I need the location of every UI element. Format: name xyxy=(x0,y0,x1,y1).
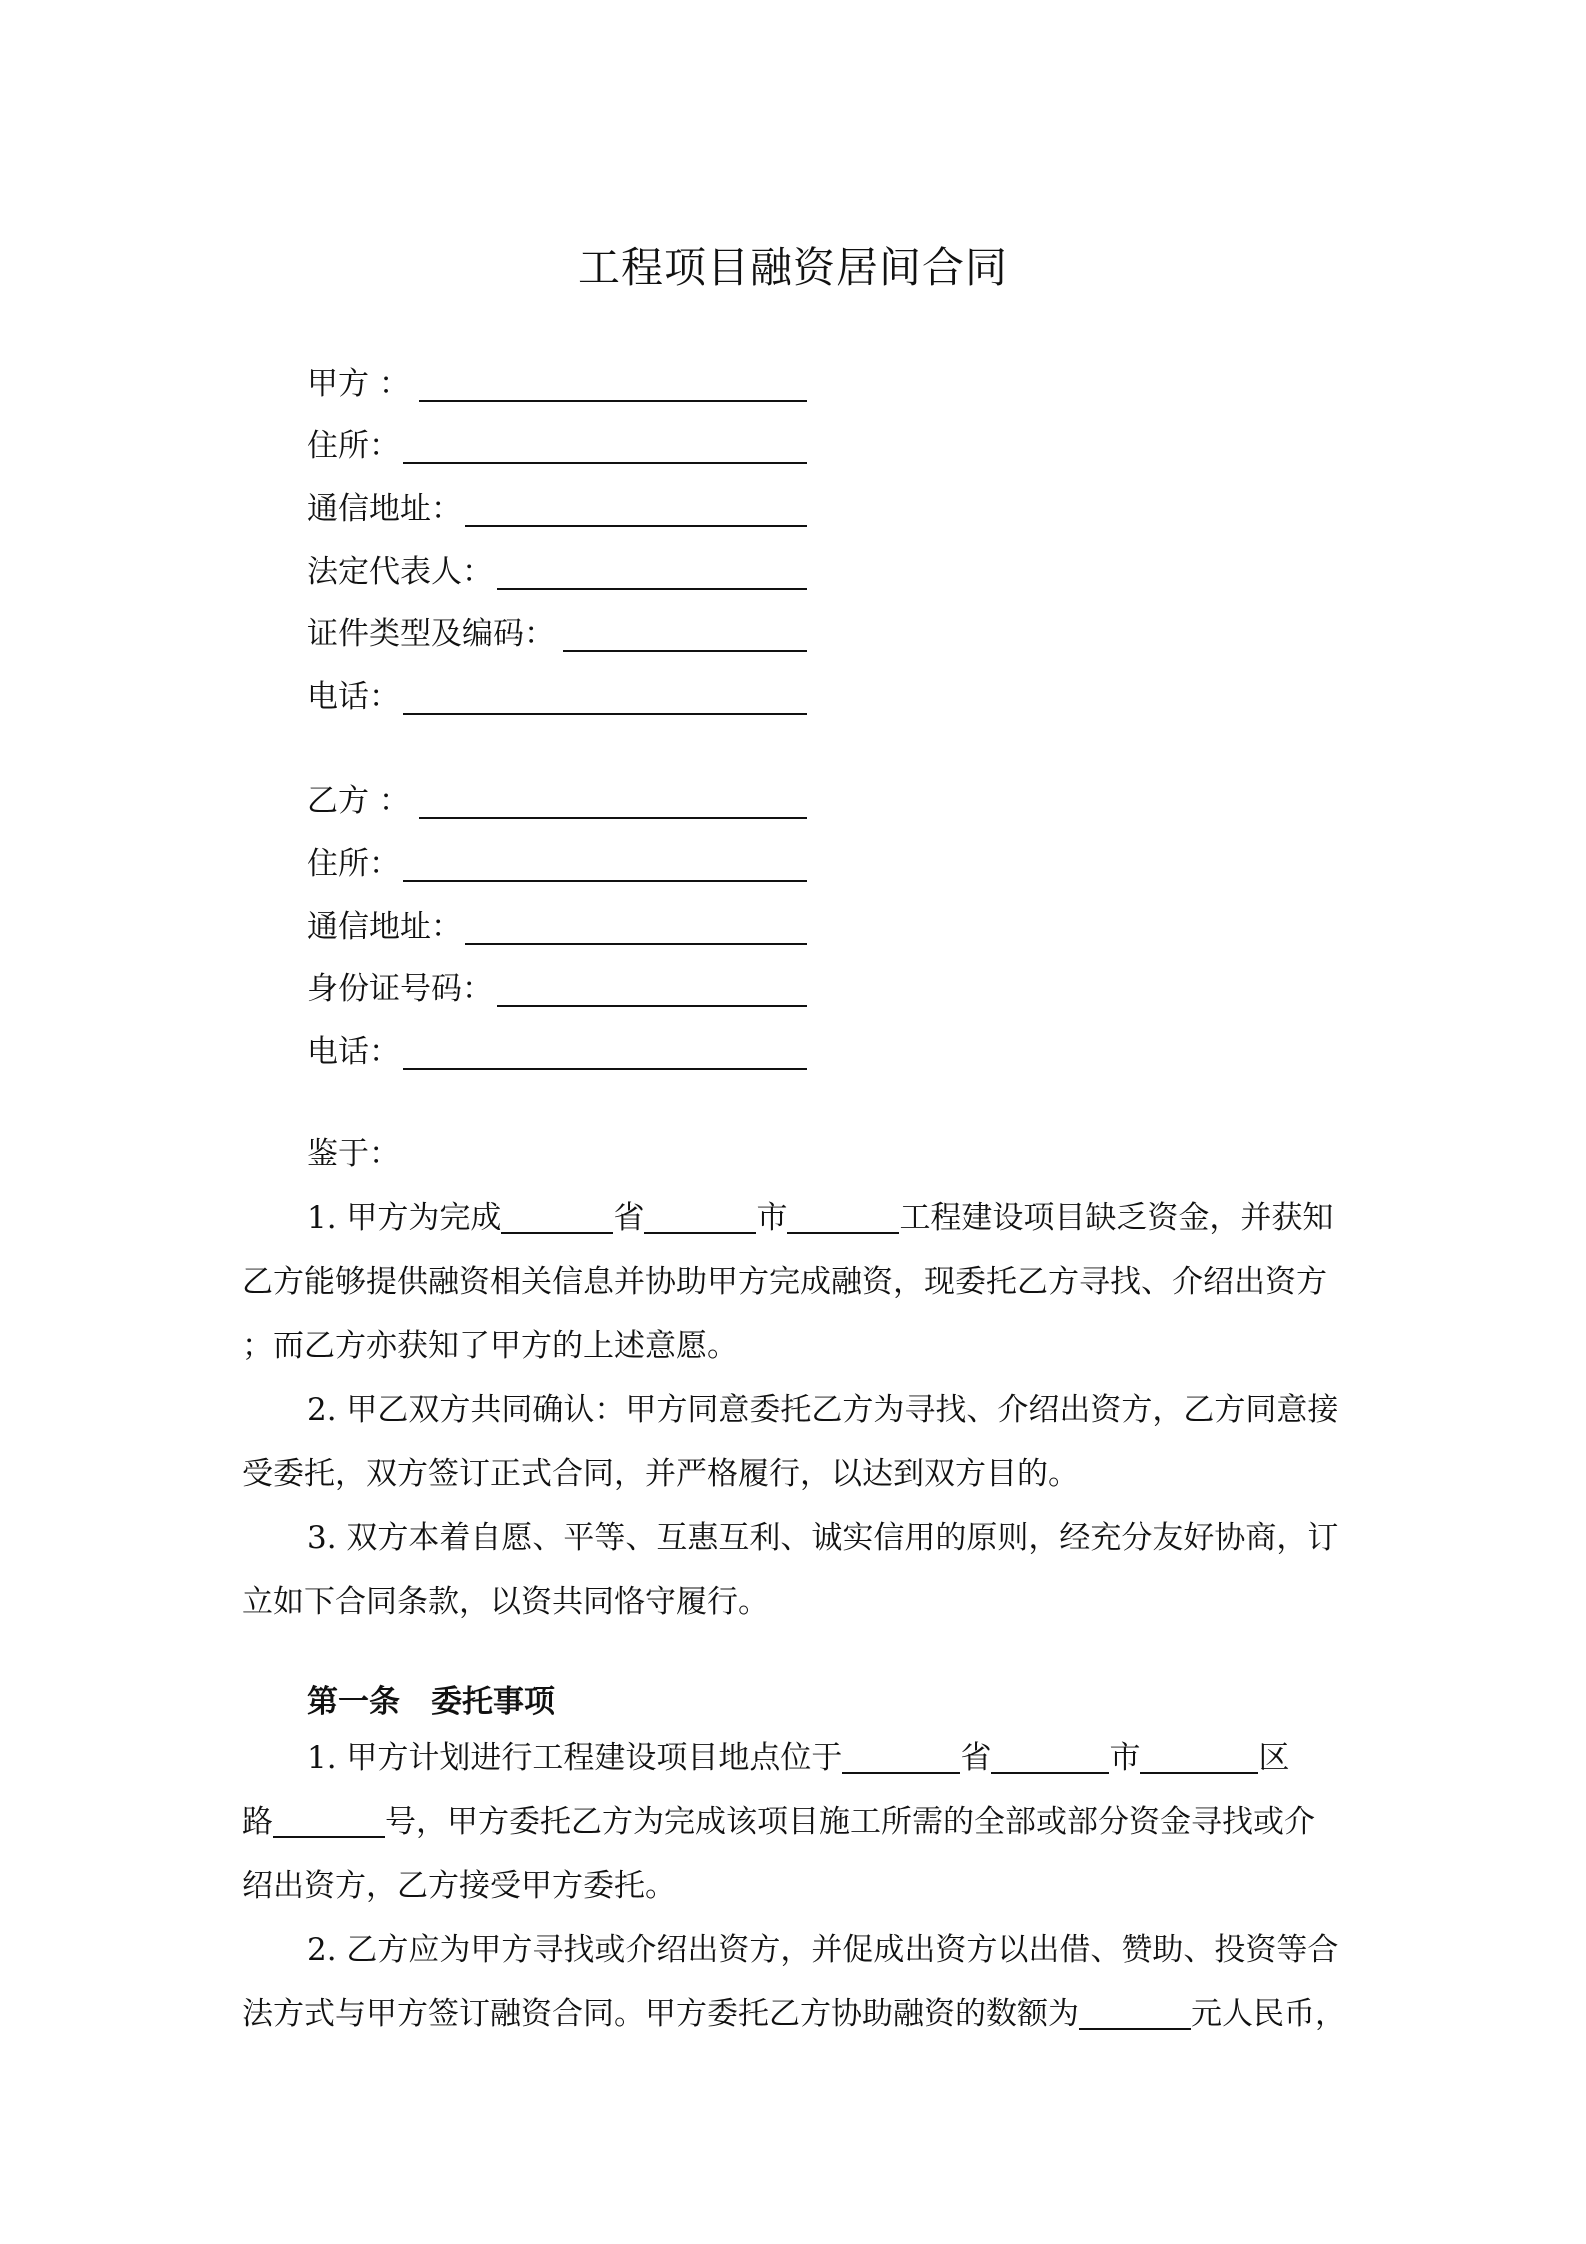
recital-2 xyxy=(242,1378,1354,1506)
document-title: 工程项目融资居间合同 xyxy=(577,243,1008,292)
party-b-phone-label: 电话： xyxy=(307,1034,400,1070)
party-a-id-line xyxy=(563,650,807,652)
party-b-name-field[interactable] xyxy=(307,779,807,823)
party-a-id-label: 证件类型及编码： xyxy=(307,616,555,652)
recital-1-text-b: 省 xyxy=(613,1200,645,1236)
recitals-heading-text: 鉴于： xyxy=(307,1136,400,1172)
road-blank[interactable] xyxy=(273,1802,385,1838)
project-district-blank[interactable] xyxy=(1140,1738,1258,1774)
article-1-heading: 第一条 委托事项 xyxy=(307,1684,555,1720)
recital-1-line-3: ；而乙方亦获知了甲方的上述意愿。 xyxy=(242,1328,738,1364)
recitals-heading xyxy=(242,1122,1354,1186)
party-a-phone-field[interactable] xyxy=(307,675,807,719)
party-a-name-field[interactable] xyxy=(307,362,807,406)
project-city-blank[interactable] xyxy=(991,1738,1109,1774)
party-b-id-label: 身份证号码： xyxy=(307,971,493,1007)
party-b-name-label: 乙方 ： xyxy=(307,783,410,819)
clause-1-text-d: 区 xyxy=(1258,1740,1290,1776)
article-1-clause-1 xyxy=(242,1726,1354,1918)
recital-2-line-2: 受委托，双方签订正式合同，并严格履行，以达到双方目的。 xyxy=(242,1456,1079,1492)
amount-blank[interactable] xyxy=(1079,1994,1191,2030)
party-a-name-label: 甲方 ： xyxy=(307,366,410,402)
project-province-blank[interactable] xyxy=(842,1738,960,1774)
party-b-id-line xyxy=(497,1005,807,1007)
clause-1-text-c: 市 xyxy=(1109,1740,1141,1776)
clause-1-text-f: 号，甲方委托乙方为完成该项目施工所需的全部或部分资金寻找或介 xyxy=(385,1804,1315,1840)
clause-1-text-e: 路 xyxy=(242,1804,273,1840)
party-a-address-line xyxy=(403,462,807,464)
party-a-mail-field[interactable] xyxy=(307,487,807,531)
party-b-mail-line xyxy=(465,943,807,945)
party-b-mail-field[interactable] xyxy=(307,905,807,949)
party-b-mail-label: 通信地址： xyxy=(307,909,462,945)
recital-3-line-2: 立如下合同条款，以资共同恪守履行。 xyxy=(242,1584,769,1620)
city-blank[interactable] xyxy=(644,1198,756,1234)
province-blank[interactable] xyxy=(501,1198,613,1234)
party-b-phone-line xyxy=(403,1068,807,1070)
project-blank[interactable] xyxy=(787,1198,899,1234)
party-b-id-field[interactable] xyxy=(307,967,807,1011)
party-b-address-field[interactable] xyxy=(307,842,807,886)
clause-2-line-1: 2. 乙方应为甲方寻找或介绍出资方，并促成出资方以出借、赞助、投资等合 xyxy=(307,1932,1339,1968)
party-a-mail-label: 通信地址： xyxy=(307,491,462,527)
recital-1-text-d: 工程建设项目缺乏资金，并获知 xyxy=(899,1200,1334,1236)
party-a-name-line xyxy=(419,400,807,402)
party-b-phone-field[interactable] xyxy=(307,1030,807,1074)
party-a-phone-label: 电话： xyxy=(307,679,400,715)
recital-3-line-1: 3. 双方本着自愿、平等、互惠互利、诚实信用的原则，经充分友好协商，订 xyxy=(307,1520,1339,1556)
party-a-mail-line xyxy=(465,525,807,527)
recital-1 xyxy=(242,1186,1354,1378)
recital-2-line-1: 2. 甲乙双方共同确认：甲方同意委托乙方为寻找、介绍出资方，乙方同意接 xyxy=(307,1392,1339,1428)
clause-1-line-3: 绍出资方，乙方接受甲方委托。 xyxy=(242,1868,676,1904)
party-b-address-line xyxy=(403,880,807,882)
party-a-address-label: 住所： xyxy=(307,428,400,464)
recital-1-text-a: 1. 甲方为完成 xyxy=(307,1200,502,1236)
clause-1-text-a: 1. 甲方计划进行工程建设项目地点位于 xyxy=(307,1740,843,1776)
recital-3 xyxy=(242,1506,1354,1634)
article-1-clause-2 xyxy=(242,1918,1354,2046)
clause-1-text-b: 省 xyxy=(960,1740,992,1776)
party-a-address-field[interactable] xyxy=(307,424,807,468)
party-a-rep-line xyxy=(497,588,807,590)
recital-1-line-2: 乙方能够提供融资相关信息并协助甲方完成融资，现委托乙方寻找、介绍出资方 xyxy=(242,1264,1327,1300)
clause-2-text-a: 法方式与甲方签订融资合同。甲方委托乙方协助融资的数额为 xyxy=(242,1996,1079,2032)
party-a-id-field[interactable] xyxy=(307,612,807,656)
party-a-rep-label: 法定代表人： xyxy=(307,554,493,590)
party-a-phone-line xyxy=(403,713,807,715)
party-a-rep-field[interactable] xyxy=(307,550,807,594)
clause-2-text-b: 元人民币， xyxy=(1191,1996,1346,2032)
party-b-address-label: 住所： xyxy=(307,846,400,882)
party-b-name-line xyxy=(419,817,807,819)
recital-1-text-c: 市 xyxy=(756,1200,788,1236)
